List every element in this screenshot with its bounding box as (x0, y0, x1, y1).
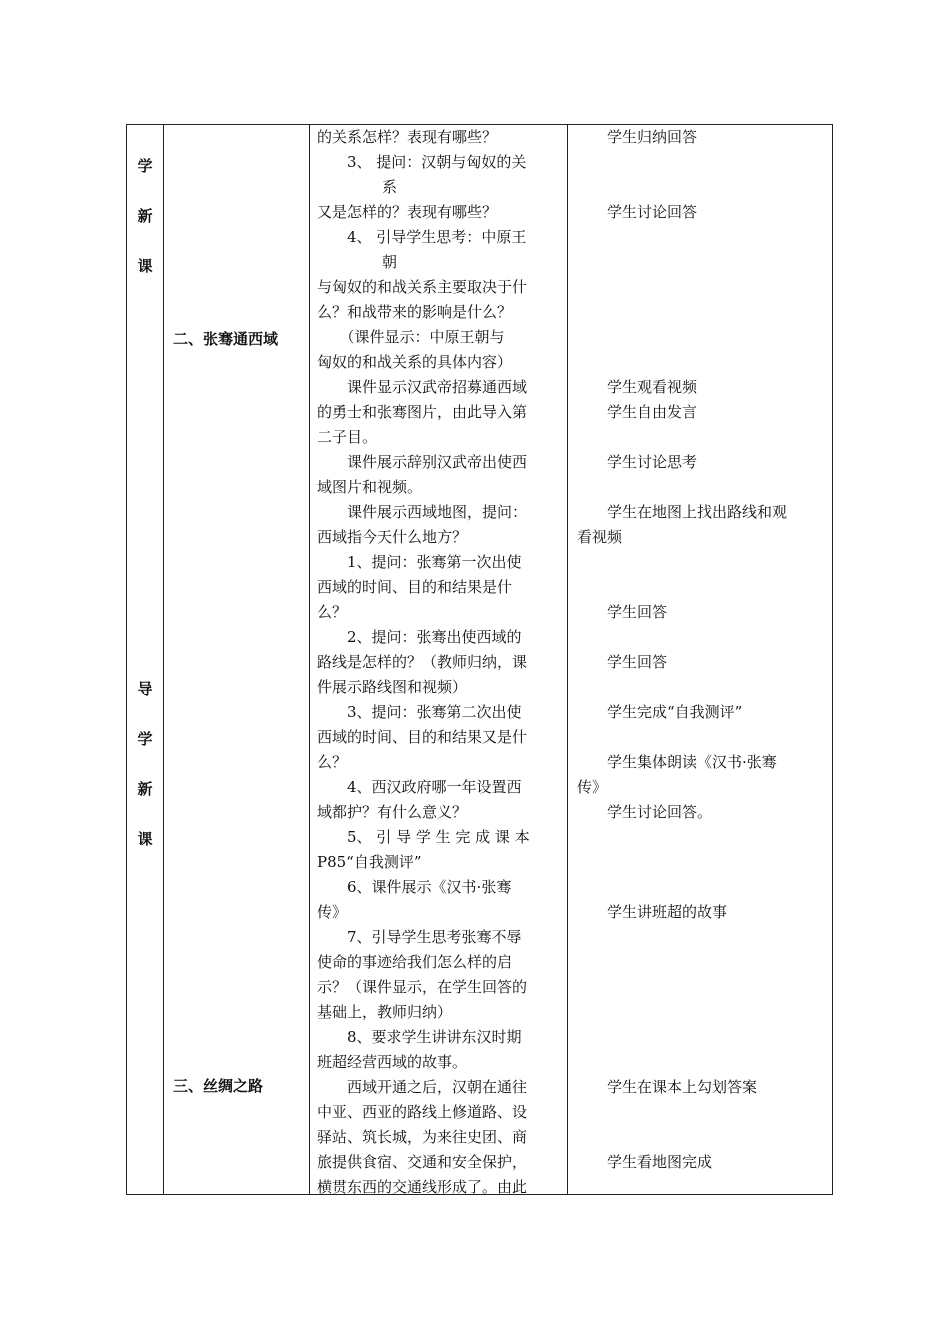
teacher-line: 2、提问：张骞出使西域的 (317, 628, 522, 646)
student-line: 看视频 (577, 528, 623, 546)
heading-zhangqian: 二、张骞通西域 (173, 330, 279, 348)
teacher-line: 传》 (317, 903, 348, 921)
teacher-line: 4、西汉政府哪一年设置西 (317, 778, 522, 796)
teacher-line: 8、要求学生讲讲东汉时期 (317, 1028, 522, 1046)
teacher-line: 6、课件展示《汉书·张骞 (317, 878, 512, 896)
teacher-line: 西域的时间、目的和结果是什 (317, 578, 513, 596)
student-line: 学生讲班超的故事 (577, 903, 728, 921)
teacher-line: 横贯东西的交通线形成了。由此 (317, 1178, 528, 1196)
teacher-line: 么？和战带来的影响是什么？ (317, 303, 513, 321)
student-line: 学生观看视频 (577, 378, 698, 396)
teacher-line: 3、 提问：汉朝与匈奴的关 (317, 153, 527, 171)
student-line: 学生看地图完成 (577, 1153, 713, 1171)
student-line: 学生集体朗读《汉书·张骞 (577, 753, 777, 771)
lesson-plan-table (126, 124, 833, 1195)
teacher-line: 示？（课件显示，在学生回答的 (317, 978, 528, 996)
teacher-line: 域图片和视频。 (317, 478, 423, 496)
teacher-line: 中亚、西亚的路线上修道路、设 (317, 1103, 528, 1121)
teacher-line: 西域指今天什么地方？ (317, 528, 468, 546)
teacher-line: 么？ (317, 753, 348, 771)
student-line: 学生归纳回答 (577, 128, 698, 146)
section-label-char: 新 (137, 207, 153, 225)
student-line: 学生讨论思考 (577, 453, 698, 471)
heading-silk-road: 三、丝绸之路 (173, 1077, 264, 1095)
teacher-line: 旅提供食宿、交通和安全保护， (317, 1153, 528, 1171)
teacher-line: 的勇士和张骞图片，由此导入第 (317, 403, 528, 421)
student-line: 传》 (577, 778, 608, 796)
section-label-char: 导 (137, 680, 153, 698)
teacher-line: 朝 (382, 253, 398, 271)
section-label-column (127, 125, 163, 1194)
teacher-line: 班超经营西域的故事。 (317, 1053, 468, 1071)
teacher-line: 匈奴的和战关系的具体内容） (317, 353, 513, 371)
student-line: 学生讨论回答。 (577, 803, 713, 821)
teacher-line: 西域开通之后，汉朝在通往 (317, 1078, 528, 1096)
teacher-line: 3、提问：张骞第二次出使 (317, 703, 522, 721)
student-line: 学生回答 (577, 603, 668, 621)
teacher-line: 件展示路线图和视频） (317, 678, 468, 696)
teacher-line: 5、 引 导 学 生 完 成 课 本 (317, 828, 530, 846)
teacher-line: （课件显示：中原王朝与 (317, 328, 505, 346)
section-label-char: 学 (137, 730, 153, 748)
column-divider (309, 125, 310, 1194)
student-line: 学生讨论回答 (577, 203, 698, 221)
student-line: 学生在课本上勾划答案 (577, 1078, 758, 1096)
teacher-line: 使命的事迹给我们怎么样的启 (317, 953, 513, 971)
student-line: 学生在地图上找出路线和观 (577, 503, 788, 521)
teacher-line: 的关系怎样？表现有哪些？ (317, 128, 498, 146)
teacher-line: 么？ (317, 603, 348, 621)
teacher-line: 4、 引导学生思考：中原王 (317, 228, 527, 246)
column-divider (163, 125, 164, 1194)
teacher-line: 课件展示辞别汉武帝出使西 (317, 453, 528, 471)
teacher-line: 系 (382, 178, 398, 196)
teacher-line: 与匈奴的和战关系主要取决于什 (317, 278, 528, 296)
teacher-line: 驿站、筑长城，为来往史团、商 (317, 1128, 528, 1146)
column-divider (567, 125, 568, 1194)
section-label-char: 学 (137, 157, 153, 175)
teacher-line: 课件显示汉武帝招募通西域 (317, 378, 528, 396)
teacher-line: 二子目。 (317, 428, 378, 446)
teacher-line: 基础上，教师归纳） (317, 1003, 453, 1021)
section-label-char: 课 (137, 830, 153, 848)
teacher-line: P85“自我测评” (317, 853, 422, 871)
section-label-char: 新 (137, 780, 153, 798)
section-label-char: 课 (137, 257, 153, 275)
student-line: 学生自由发言 (577, 403, 698, 421)
teacher-line: 域都护？有什么意义？ (317, 803, 468, 821)
teacher-line: 又是怎样的？表现有哪些？ (317, 203, 498, 221)
teacher-line: 课件展示西域地图，提问： (317, 503, 528, 521)
student-line: 学生回答 (577, 653, 668, 671)
student-line: 学生完成“自我测评” (577, 703, 743, 721)
teacher-line: 7、引导学生思考张骞不辱 (317, 928, 522, 946)
teacher-line: 1、提问：张骞第一次出使 (317, 553, 522, 571)
teacher-line: 路线是怎样的？（教师归纳，课 (317, 653, 528, 671)
teacher-line: 西域的时间、目的和结果又是什 (317, 728, 528, 746)
